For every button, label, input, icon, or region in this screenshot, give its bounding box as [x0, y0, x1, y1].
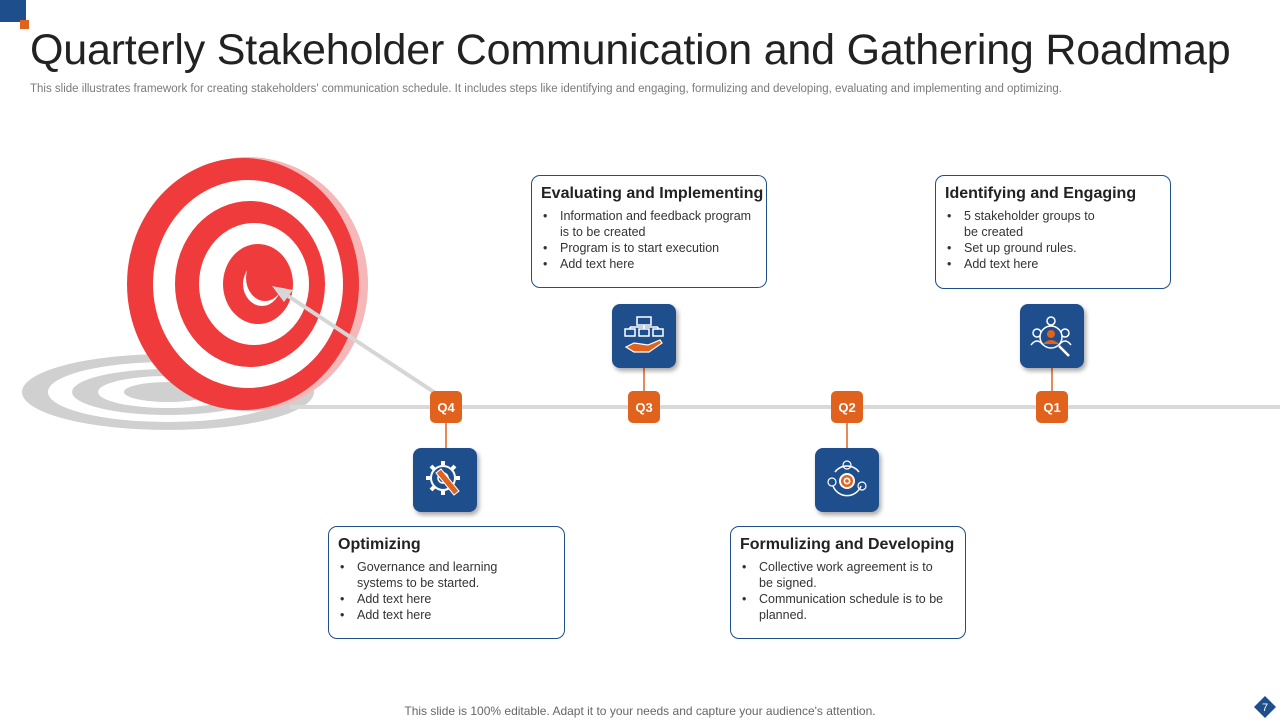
card-title: Optimizing	[338, 536, 421, 553]
footer-note: This slide is 100% editable. Adapt it to your needs and capture your audience's attention.	[404, 704, 876, 718]
cycle-target-icon	[815, 448, 879, 512]
bullet-list	[541, 208, 757, 272]
page-number: 7	[1261, 702, 1269, 714]
quarter-badge-q1: Q1	[1036, 391, 1068, 423]
card-identifying-engaging	[935, 175, 1171, 289]
flowchart-hand-icon	[612, 304, 676, 368]
page-number-badge	[1253, 695, 1277, 719]
card-title: Identifying and Engaging	[945, 185, 1137, 202]
card-optimizing	[328, 526, 565, 639]
card-evaluating-implementing	[531, 175, 767, 288]
target-board-icon	[127, 157, 368, 411]
list-item: • Add text here	[945, 256, 1101, 272]
list-item: • Information and feedback program is to be created	[541, 208, 757, 240]
list-item: • Governance and learning systems to be started.	[338, 559, 525, 591]
quarter-badge-q3: Q3	[628, 391, 660, 423]
page-title: Quarterly Stakeholder Communication and Gathering Roadmap	[30, 26, 1231, 74]
list-item: • Add text here	[338, 591, 525, 607]
stakeholder-group-icon	[1020, 304, 1084, 368]
bullet-list	[945, 208, 1161, 272]
quarter-badge-q2: Q2	[831, 391, 863, 423]
list-item: • Program is to start execution	[541, 240, 757, 256]
list-item: • Set up ground rules.	[945, 240, 1101, 256]
list-item: • 5 stakeholder groups to be created	[945, 208, 1101, 240]
bullet-list	[338, 559, 555, 623]
page-subtitle: This slide illustrates framework for creating stakeholders' communication schedule. It includes steps like identifying and engaging, formulizing and developing, evaluating and implementing and optimizing.	[30, 83, 1063, 95]
quarter-badge-q4: Q4	[430, 391, 462, 423]
list-item: • Collective work agreement is to be signed.	[740, 559, 946, 591]
list-item: • Add text here	[541, 256, 757, 272]
card-title: Formulizing and Developing	[740, 536, 955, 553]
list-item: • Add text here	[338, 607, 525, 623]
card-formulizing-developing	[730, 526, 966, 639]
list-item: • Communication schedule is to be planned.	[740, 591, 946, 623]
card-title: Evaluating and Implementing	[541, 185, 764, 202]
bullet-list	[740, 559, 956, 623]
gear-wrench-icon	[413, 448, 477, 512]
